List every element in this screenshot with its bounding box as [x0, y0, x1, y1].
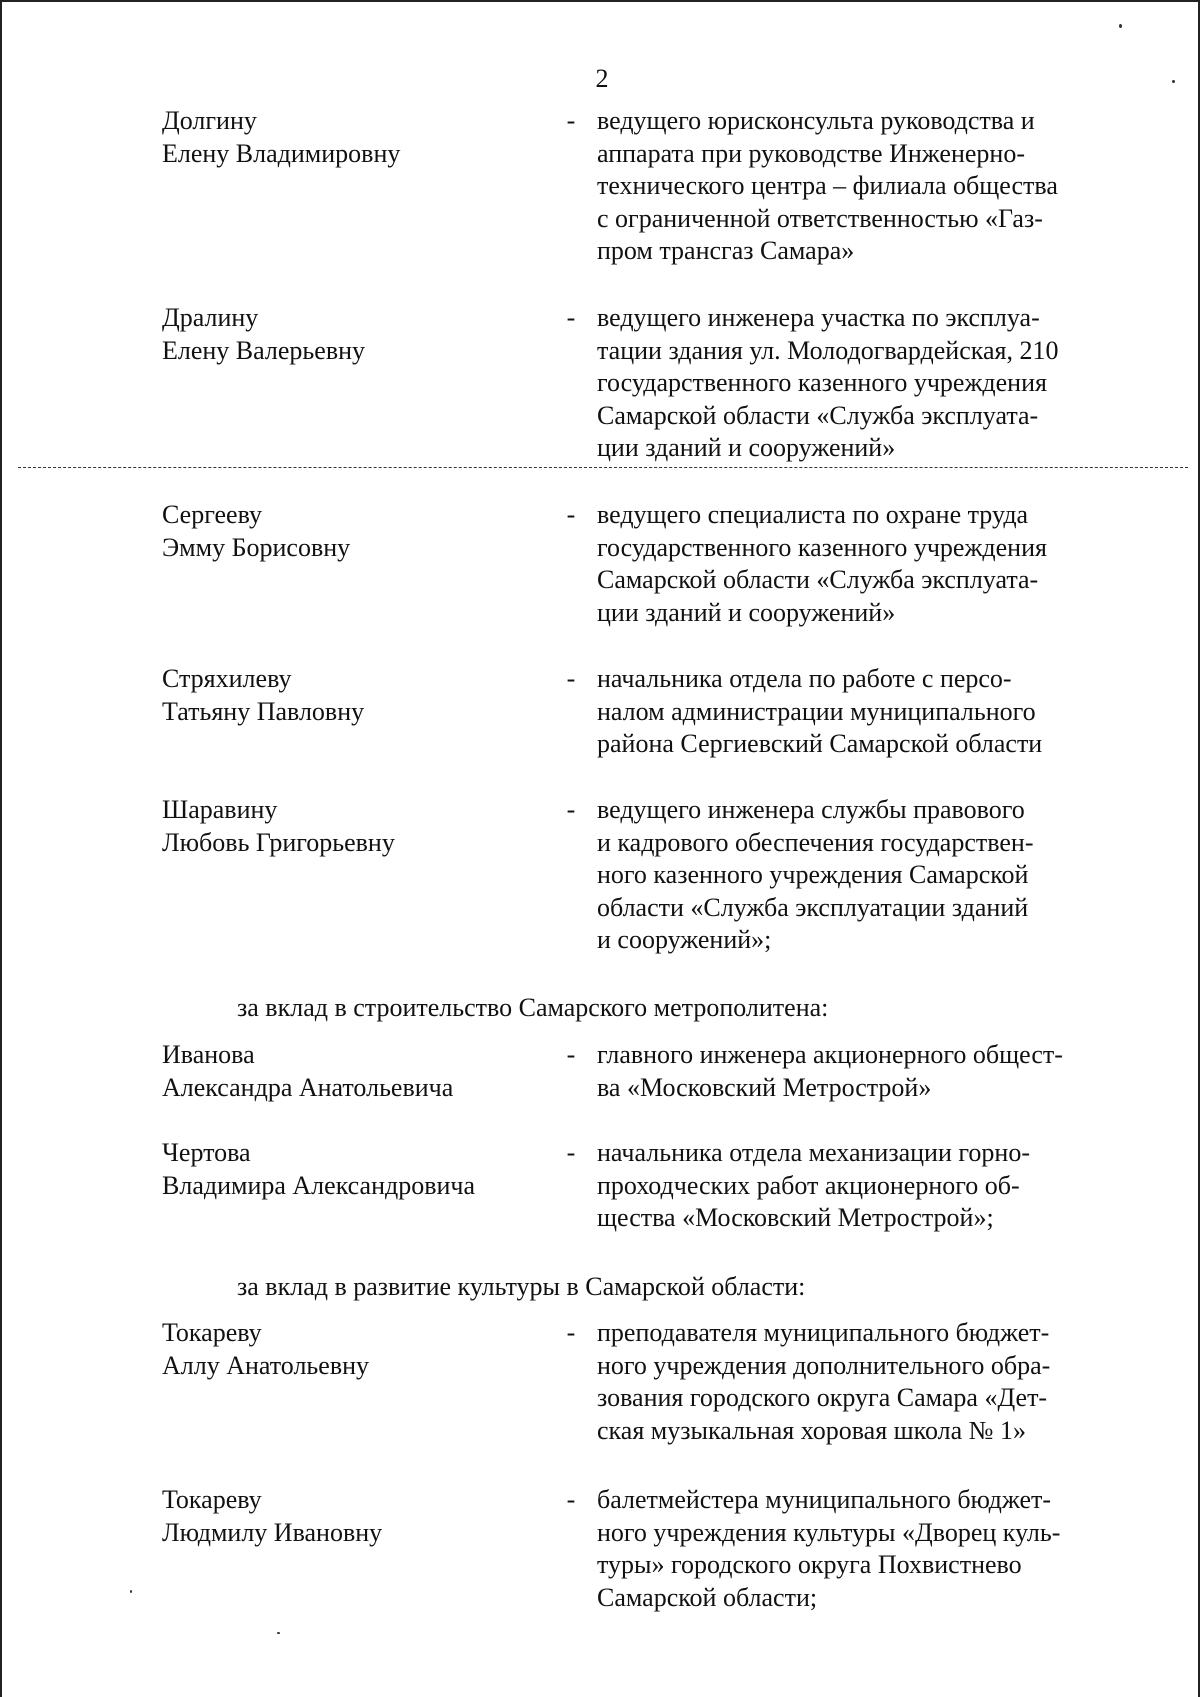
- section-heading-culture: за вклад в развитие культуры в Самарской области:: [237, 1272, 806, 1301]
- position-line: ведущего юрисконсульта руководства и: [597, 106, 1035, 135]
- position-line: района Сергиевский Самарской области: [597, 729, 1043, 758]
- position-line: преподавателя муниципального бюджет-: [597, 1318, 1050, 1347]
- scan-speck: [130, 1590, 132, 1593]
- scan-artifact-line: [18, 467, 1188, 468]
- scan-speck: [1172, 80, 1175, 83]
- position-line: ции зданий и сооружений»: [597, 433, 896, 462]
- position-line: ведущего инженера участка по эксплуа-: [597, 303, 1040, 332]
- entry-dash: -: [566, 1138, 576, 1167]
- recipient-given-names: Елену Валерьевну: [162, 335, 366, 365]
- recipient-position: [597, 302, 1122, 465]
- position-line: Самарской области «Служба эксплуата-: [597, 400, 1039, 430]
- recipient-given-names: Эмму Борисовну: [162, 532, 351, 562]
- recipient-given-names: Татьяну Павловну: [162, 696, 365, 726]
- position-line: ного учреждения культуры «Дворец куль-: [597, 1517, 1061, 1547]
- position-line: технического центра – филиала общества: [597, 171, 1058, 200]
- position-line: и сооружений»;: [597, 925, 772, 954]
- position-line: с ограниченной ответственностью «Газ-: [597, 203, 1043, 233]
- recipient-given-names: Владимира Александровича: [162, 1170, 476, 1200]
- scan-speck: [277, 1632, 280, 1634]
- entry-dash: -: [566, 303, 576, 332]
- recipient-position: [597, 1039, 1122, 1104]
- entry-dash: -: [566, 795, 576, 824]
- position-line: туры» городского округа Похвистнево: [597, 1550, 1022, 1579]
- recipient-position: [597, 499, 1122, 629]
- recipient-surname: Токареву: [162, 1318, 262, 1347]
- recipient-surname: Стряхилеву: [162, 664, 292, 693]
- position-line: тации здания ул. Молодогвардейская, 210: [597, 335, 1059, 365]
- position-line: главного инженера акционерного общест-: [597, 1040, 1063, 1069]
- position-line: ции зданий и сооружений»: [597, 597, 896, 627]
- entry-dash: -: [566, 664, 576, 693]
- position-line: пром трансгаз Самара»: [597, 236, 855, 265]
- recipient-name: [162, 663, 542, 728]
- recipient-given-names: Александра Анатольевича: [162, 1072, 454, 1102]
- entry-dash: -: [566, 500, 576, 529]
- recipient-position: [597, 1317, 1122, 1447]
- recipient-surname: Дралину: [162, 303, 259, 332]
- entry-dash: -: [566, 1318, 576, 1347]
- position-line: начальника отдела по работе с персо-: [597, 664, 1012, 693]
- position-line: проходческих работ акционерного об-: [597, 1170, 1020, 1200]
- section-heading-metro: за вклад в строительство Самарского метрополитена:: [237, 993, 829, 1022]
- recipient-surname: Иванова: [162, 1040, 255, 1069]
- position-line: ская музыкальная хоровая школа № 1»: [597, 1415, 1026, 1445]
- recipient-position: [597, 794, 1122, 957]
- recipient-given-names: Людмилу Ивановну: [162, 1517, 383, 1547]
- entry-dash: -: [566, 1485, 576, 1514]
- position-line: балетмейстера муниципального бюджет-: [597, 1485, 1052, 1514]
- recipient-given-names: Аллу Анатольевну: [162, 1350, 370, 1380]
- recipient-given-names: Елену Владимировну: [162, 138, 401, 168]
- recipient-surname: Долгину: [162, 106, 257, 135]
- position-line: Самарской области;: [597, 1582, 818, 1612]
- recipient-name: [162, 794, 542, 859]
- recipient-position: [597, 663, 1122, 761]
- recipient-name: [162, 1484, 542, 1549]
- recipient-name: [162, 1039, 542, 1104]
- recipient-position: [597, 1484, 1122, 1614]
- recipient-position: [597, 1137, 1122, 1235]
- position-line: области «Служба эксплуатации зданий: [597, 892, 1029, 922]
- recipient-name: [162, 105, 542, 170]
- position-line: ведущего специалиста по охране труда: [597, 500, 1029, 529]
- recipient-surname: Шаравину: [162, 795, 278, 824]
- position-line: ного казенного учреждения Самарской: [597, 860, 1029, 889]
- position-line: ного учреждения дополнительного обра-: [597, 1350, 1051, 1380]
- position-line: государственного казенного учреждения: [597, 532, 1047, 562]
- entry-dash: -: [566, 1040, 576, 1069]
- scan-speck: [1119, 24, 1122, 28]
- position-line: начальника отдела механизации горно-: [597, 1138, 1030, 1167]
- recipient-surname: Токареву: [162, 1485, 262, 1514]
- position-line: государственного казенного учреждения: [597, 368, 1047, 397]
- recipient-position: [597, 105, 1122, 268]
- position-line: щества «Московский Метрострой»;: [597, 1203, 994, 1232]
- recipient-surname: Чертова: [162, 1138, 251, 1167]
- position-line: налом администрации муниципального: [597, 696, 1036, 726]
- recipient-name: [162, 499, 542, 564]
- position-line: ведущего инженера службы правового: [597, 795, 1025, 824]
- recipient-surname: Сергееву: [162, 500, 262, 529]
- recipient-given-names: Любовь Григорьевну: [162, 827, 395, 857]
- page-number: 2: [595, 64, 609, 93]
- entry-dash: -: [566, 106, 576, 135]
- position-line: и кадрового обеспечения государствен-: [597, 827, 1034, 857]
- position-line: Самарской области «Служба эксплуата-: [597, 565, 1039, 594]
- recipient-name: [162, 302, 542, 367]
- position-line: ва «Московский Метрострой»: [597, 1072, 932, 1102]
- position-line: аппарата при руководстве Инженерно-: [597, 138, 1025, 168]
- position-line: зования городского округа Самара «Дет-: [597, 1383, 1048, 1412]
- recipient-name: [162, 1137, 542, 1202]
- recipient-name: [162, 1317, 542, 1382]
